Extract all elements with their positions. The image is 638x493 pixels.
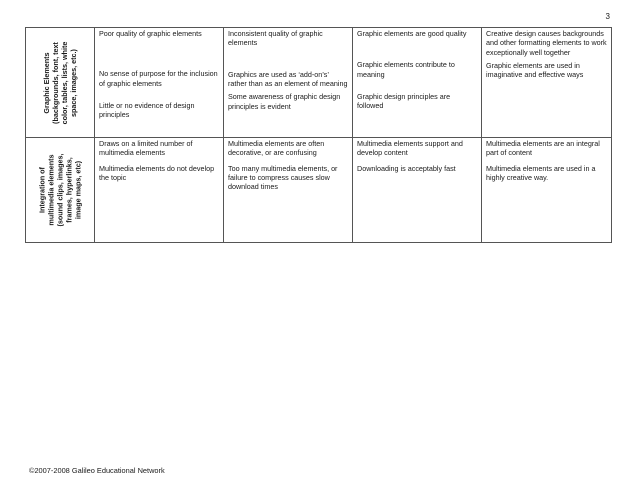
criterion-text: Too many multimedia elements, or failure to compress causes slow download times <box>228 163 338 192</box>
criterion-text: Inconsistent quality of graphic elements <box>228 29 323 48</box>
row-header-line: space, images, etc.) <box>69 48 78 117</box>
row-header-multimedia <box>26 138 95 243</box>
row-header-line: Integration of <box>37 167 47 213</box>
criterion-text: Multimedia elements are an integral part of content <box>486 139 600 158</box>
criterion-text: Multimedia elements are often decorative, or are confusing <box>228 139 325 158</box>
rubric-cell-level-2 <box>224 28 353 138</box>
criterion-text: Downloading is acceptably fast <box>357 163 456 173</box>
rubric-cell-level-4 <box>482 138 612 243</box>
row-header-line: image maps, etc) <box>73 160 83 220</box>
page-number: 3 <box>605 12 610 21</box>
criterion-text: Multimedia elements support and develop content <box>357 139 463 158</box>
rubric-cell-level-4 <box>482 28 612 138</box>
criterion-text: Draws on a limited number of multimedia elements <box>99 139 193 158</box>
row-header-line: (sound clips, images, <box>55 153 65 227</box>
rubric-cell-level-3 <box>353 138 482 243</box>
criterion-text: Some awareness of graphic design principles is evident <box>228 92 341 111</box>
criterion-text: Multimedia elements do not develop the topic <box>99 163 215 183</box>
criterion-text: No sense of purpose for the inclusion of graphic elements <box>99 69 218 88</box>
rubric-cell-level-2 <box>224 138 353 243</box>
criterion-text: Graphic elements are good quality <box>357 29 467 38</box>
row-header-line: frames, hyperlinks, <box>64 157 74 223</box>
criterion-text: Graphic design principles are followed <box>357 92 451 111</box>
copyright-footer: ©2007-2008 Galileo Educational Network <box>29 466 165 475</box>
rubric-row-multimedia <box>26 138 612 243</box>
criterion-text: Graphics are used as ‘add-on’s’ rather than as an element of meaning <box>228 69 348 89</box>
criterion-text: Graphic elements contribute to meaning <box>357 60 455 79</box>
rubric-table <box>25 27 612 243</box>
row-header-line: color, tables, lists, white <box>60 41 69 124</box>
row-header-line: multimedia elements <box>46 154 56 226</box>
criterion-text: Creative design causes backgrounds and other formatting elements to work exceptionally well together <box>486 29 607 57</box>
row-header-graphic-elements <box>26 28 95 138</box>
criterion-text: Little or no evidence of design principles <box>99 101 195 120</box>
rubric-cell-level-1 <box>95 28 224 138</box>
rubric-row-graphic-elements <box>26 28 612 138</box>
criterion-text: Multimedia elements are used in a highly creative way. <box>486 163 596 183</box>
criterion-text: Poor quality of graphic elements <box>99 29 202 38</box>
row-header-line: (backgrounds, font, text <box>51 41 60 124</box>
criterion-text: Graphic elements are used in imaginative and effective ways <box>486 61 584 80</box>
rubric-cell-level-1 <box>95 138 224 243</box>
row-header-line: Graphic Elements <box>42 51 51 114</box>
rubric-cell-level-3 <box>353 28 482 138</box>
